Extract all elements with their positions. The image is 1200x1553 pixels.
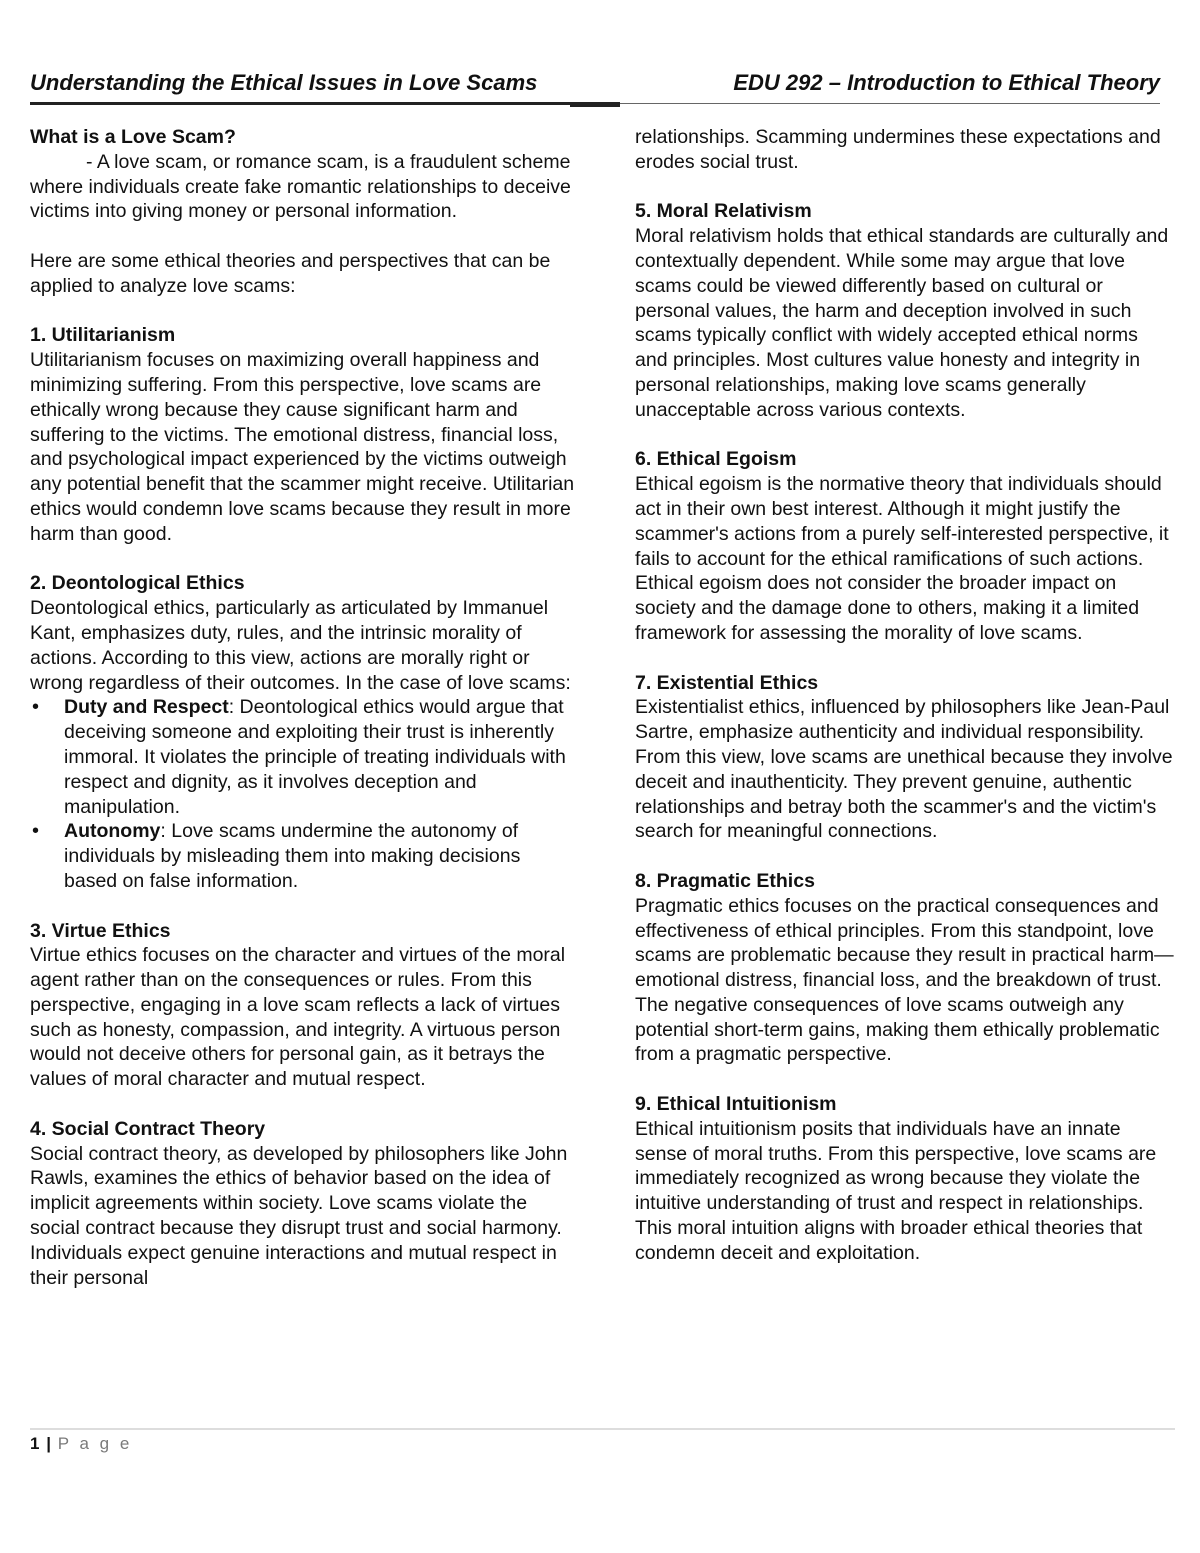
- page-label: P a g e: [57, 1434, 133, 1453]
- course-title: EDU 292 – Introduction to Ethical Theory: [733, 70, 1160, 95]
- page-number: 1: [30, 1434, 41, 1453]
- bullet-text-duty: : Deontological ethics would argue that deceiving someone and exploiting their trust is inherently immoral. It violates the principle of treating individuals with respect and dignity, as it involves deception and manipulation.: [64, 696, 566, 818]
- header-rule-thin: [620, 103, 1160, 104]
- section-text-deontological: Deontological ethics, particularly as articulated by Immanuel Kant, emphasizes duty, rules, and the intrinsic morality of actions. According to this view, actions are morally right or wrong regardless of their outcomes. In the case of love scams:: [30, 597, 571, 694]
- section-text-social-contract-continued: relationships. Scamming undermines these expectations and erodes social trust.: [635, 126, 1161, 173]
- section-text-pragmatic: Pragmatic ethics focuses on the practical consequences and effectiveness of ethical principles. From this standpoint, love scams are problematic because they result in practical harm—emotional distress, financial loss, and the breakdown of trust. The negative consequences of love scams outweigh any potential short-term gains, making them ethically problematic from a pragmatic perspective.: [635, 894, 1174, 1066]
- section-heading-ethical-egoism: 6. Ethical Egoism: [635, 448, 797, 471]
- document-title: Understanding the Ethical Issues in Love Scams: [30, 70, 538, 95]
- section-heading-existential: 7. Existential Ethics: [635, 671, 819, 694]
- right-column: [635, 125, 1175, 1266]
- page-footer: [30, 1434, 132, 1454]
- section-text-moral-relativism: Moral relativism holds that ethical standards are culturally and contextually dependent. While some may argue that love scams could be viewed differently based on cultural or personal values, the harm and deception involved in such scams typically conflict with widely accepted ethical norms and principles. Most cultures value honesty and integrity in personal relationships, making love scams generally unacceptable across various contexts.: [635, 225, 1169, 421]
- list-item: [64, 695, 575, 819]
- section-heading-pragmatic: 8. Pragmatic Ethics: [635, 869, 815, 892]
- intro-heading: What is a Love Scam?: [30, 126, 236, 148]
- header-rule-accent: [570, 102, 620, 107]
- section-text-ethical-egoism: Ethical egoism is the normative theory that individuals should act in their own best interest. Although it might justify the scammer's actions from a purely self-interested perspective, it fails to account for the ethical ramifications of such actions. Ethical egoism does not consider the broader impact on society and the damage done to others, making it a limited framework for assessing the morality of love scams.: [635, 473, 1169, 644]
- header-rule: [30, 102, 620, 105]
- page-separator: |: [46, 1434, 52, 1453]
- section-heading-intuitionism: 9. Ethical Intuitionism: [635, 1093, 837, 1116]
- deontological-bullet-list: [30, 695, 575, 893]
- section-heading-social-contract: 4. Social Contract Theory: [30, 1117, 266, 1140]
- list-item: [64, 819, 575, 893]
- section-heading-deontological: 2. Deontological Ethics: [30, 572, 245, 595]
- section-heading-utilitarianism: 1. Utilitarianism: [30, 324, 176, 347]
- section-text-intuitionism: Ethical intuitionism posits that individuals have an innate sense of moral truths. From this perspective, love scams are immediately recognized as wrong because they violate the intuitive understanding of trust and respect in relationships. This moral intuition aligns with broader ethical theories that condemn deceit and exploitation.: [635, 1117, 1157, 1264]
- section-text-social-contract: Social contract theory, as developed by philosophers like John Rawls, examines the ethics of behavior based on the idea of implicit agreements within society. Love scams violate the social contract because they disrupt trust and social harmony. Individuals expect genuine interactions and mutual respect in their personal: [30, 1142, 568, 1289]
- page-header: [30, 70, 1160, 100]
- left-column: [30, 125, 575, 1290]
- section-text-utilitarianism: Utilitarianism focuses on maximizing overall happiness and minimizing suffering. From this perspective, love scams are ethically wrong because they cause significant harm and suffering to the victims. The emotional distress, financial loss, and psychological impact experienced by the victims outweigh any potential benefit that the scammer might receive. Utilitarian ethics would condemn love scams because they result in more harm than good.: [30, 349, 575, 545]
- lead-in-text: Here are some ethical theories and perspectives that can be applied to analyze love scams:: [30, 249, 551, 297]
- intro-text: - A love scam, or romance scam, is a fraudulent scheme where individuals create fake romantic relationships to deceive victims into giving money or personal information.: [30, 150, 571, 223]
- footer-rule: [30, 1428, 1175, 1430]
- section-heading-virtue: 3. Virtue Ethics: [30, 919, 171, 942]
- bullet-term-duty: Duty and Respect: [64, 696, 229, 719]
- bullet-term-autonomy: Autonomy: [64, 820, 161, 843]
- section-heading-moral-relativism: 5. Moral Relativism: [635, 200, 812, 223]
- section-text-existential: Existentialist ethics, influenced by philosophers like Jean-Paul Sartre, emphasize authenticity and individual responsibility. From this view, love scams are unethical because they involve deceit and inauthenticity. They prevent genuine, authentic relationships and betray both the scammer's and the victim's search for meaningful connections.: [635, 696, 1173, 843]
- bullet-text-autonomy: : Love scams undermine the autonomy of individuals by misleading them into making decisions based on false information.: [64, 820, 521, 892]
- section-text-virtue: Virtue ethics focuses on the character and virtues of the moral agent rather than on the consequences or rules. From this perspective, engaging in a love scam reflects a lack of virtues such as honesty, compassion, and integrity. A virtuous person would not deceive others for personal gain, as it betrays the values of moral character and mutual respect.: [30, 944, 566, 1091]
